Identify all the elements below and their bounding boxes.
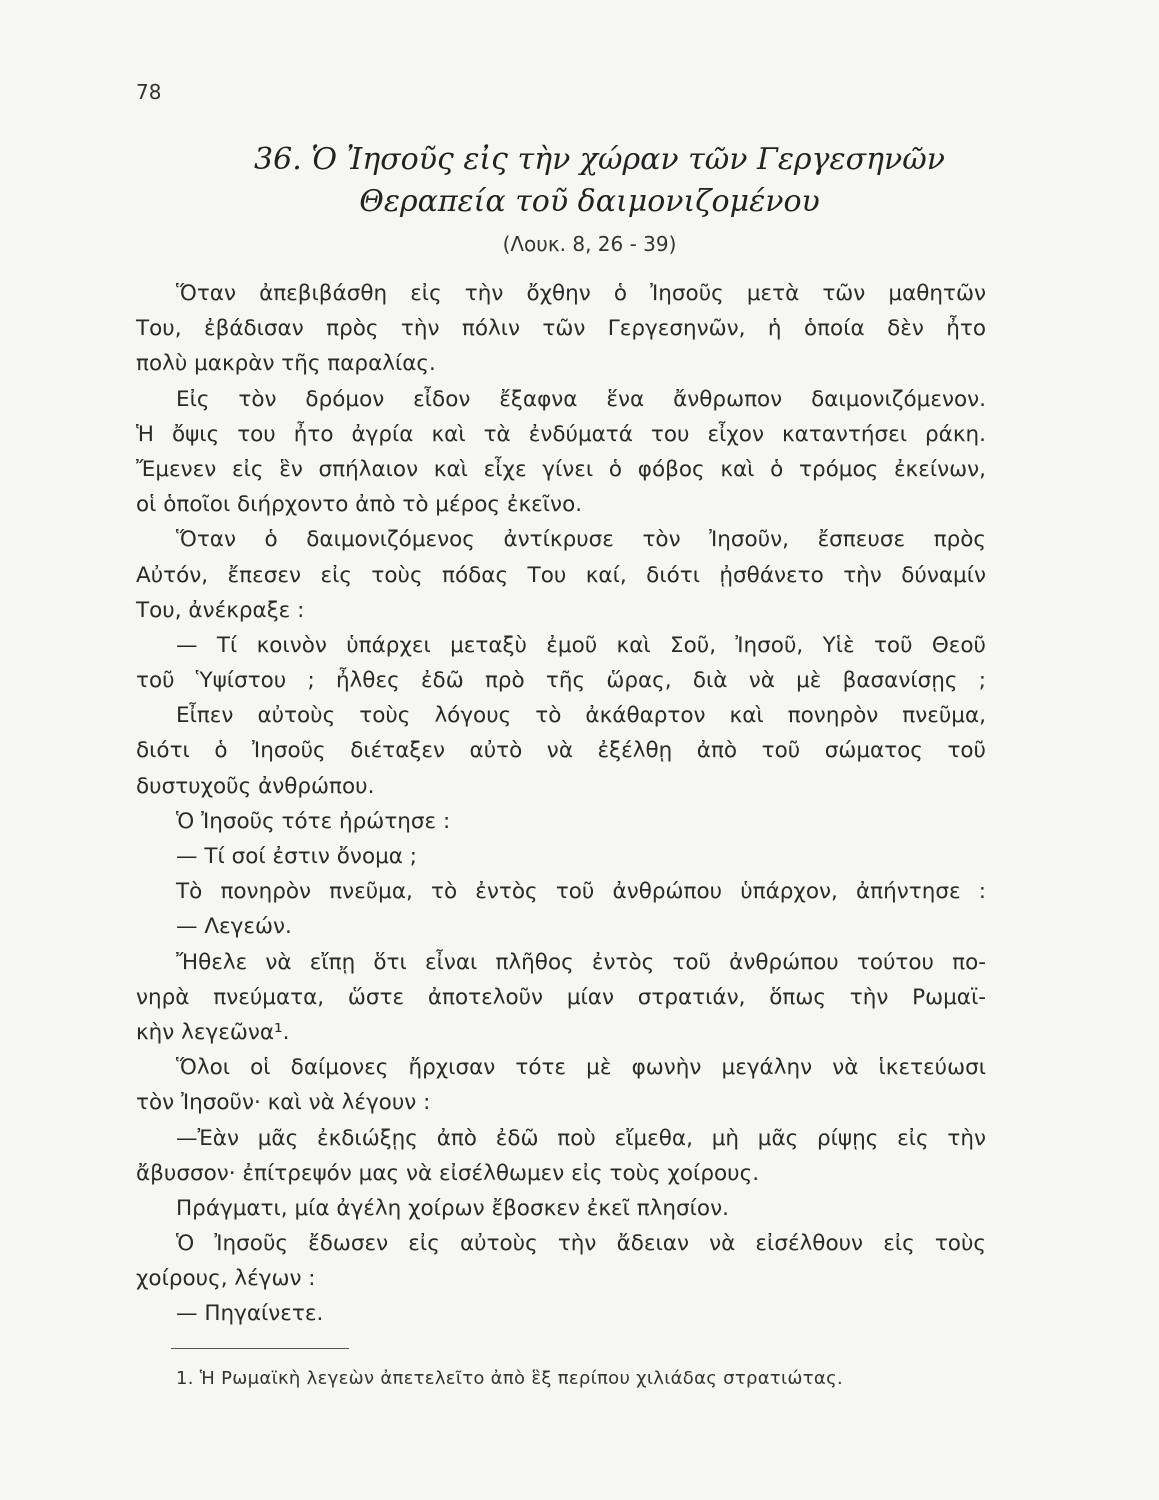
text-line: Αὐτόν, ἔπεσεν εἰς τοὺς πόδας Του καί, διότι ᾐσθάνετο τὴν δύναμίν: [136, 562, 986, 588]
text-line: — Λεγεών.: [176, 914, 292, 940]
text-line: Ὅταν ὁ δαιμονιζόμενος ἀντίκρυσε τὸν Ἰησοῦν, ἔσπευσε πρὸς: [176, 527, 986, 553]
text-line: Πράγματι, μία ἀγέλη χοίρων ἔβοσκεν ἐκεῖ πλησίον.: [176, 1195, 729, 1221]
text-line: Ὅλοι οἱ δαίμονες ἤρχισαν τότε μὲ φωνὴν μεγάλην νὰ ἱκετεύωσι: [176, 1055, 986, 1081]
text-line: ἄβυσσον· ἐπίτρεψόν μας νὰ εἰσέλθωμεν εἰς τοὺς χοίρους.: [136, 1160, 760, 1186]
text-line: τοῦ Ὑψίστου ; ἦλθες ἐδῶ πρὸ τῆς ὥρας, διὰ νὰ μὲ βασανίσῃς ;: [136, 668, 986, 694]
footnote-divider: [171, 1348, 349, 1349]
text-line: διότι ὁ Ἰησοῦς διέταξεν αὐτὸ νὰ ἐξέλθῃ ἀπὸ τοῦ σώματος τοῦ: [136, 738, 986, 764]
text-line: — Τί σοί ἐστιν ὄνομα ;: [176, 844, 418, 869]
text-line: νηρὰ πνεύματα, ὥστε ἀποτελοῦν μίαν στρατιάν, ὅπως τὴν Ρωμαϊ-: [136, 984, 986, 1010]
text-line: — Τί κοινὸν ὑπάρχει μεταξὺ ἐμοῦ καὶ Σοῦ, Ἰησοῦ, Υἱὲ τοῦ Θεοῦ: [176, 632, 986, 658]
body-text: [136, 276, 986, 1332]
text-line: Εἶπεν αὐτοὺς τοὺς λόγους τὸ ἀκάθαρτον καὶ πονηρὸν πνεῦμα,: [176, 703, 986, 729]
chapter-title: 36. Ὁ Ἰησοῦς εἰς τὴν χώραν τῶν Γεργεσηνῶν: [254, 142, 945, 177]
text-line: — Πηγαίνετε.: [176, 1301, 324, 1327]
chapter-subtitle: Θεραπεία τοῦ δαιμονιζομένου: [359, 184, 820, 219]
text-line: —Ἐὰν μᾶς ἐκδιώξῃς ἀπὸ ἐδῶ ποὺ εἴμεθα, μὴ μᾶς ρίψῃς εἰς τὴν: [176, 1125, 986, 1151]
text-line: Ἤθελε νὰ εἴπῃ ὅτι εἶναι πλῆθος ἐντὸς τοῦ ἀνθρώπου τούτου πο-: [176, 949, 986, 975]
text-line: Ὁ Ἰησοῦς τότε ἠρώτησε :: [176, 808, 451, 834]
text-line: Του, ἀνέκραξε :: [136, 597, 305, 623]
text-line: Ὁ Ἰησοῦς ἔδωσεν εἰς αὐτοὺς τὴν ἄδειαν νὰ εἰσέλθουν εἰς τοὺς: [176, 1231, 986, 1257]
text-line: Ὅταν ἀπεβιβάσθη εἰς τὴν ὄχθην ὁ Ἰησοῦς μετὰ τῶν μαθητῶν: [176, 281, 986, 306]
text-line: Τὸ πονηρὸν πνεῦμα, τὸ ἐντὸς τοῦ ἀνθρώπου ὑπάρχον, ἀπήντησε :: [176, 879, 986, 905]
footnote: 1. Ἡ Ρωμαϊκὴ λεγεὼν ἀπετελεῖτο ἀπὸ ἓξ περίπου χιλιάδας στρατιώτας.: [176, 1368, 843, 1389]
text-line: κὴν λεγεῶνα¹.: [136, 1019, 290, 1045]
text-line: πολὺ μακρὰν τῆς παραλίας.: [136, 351, 436, 377]
text-line: δυστυχοῦς ἀνθρώπου.: [136, 773, 375, 799]
text-line: Του, ἐβάδισαν πρὸς τὴν πόλιν τῶν Γεργεσηνῶν, ἡ ὁποία δὲν ἦτο: [136, 316, 986, 342]
scripture-reference: (Λουκ. 8, 26 - 39): [502, 232, 677, 256]
page-number: 78: [136, 80, 162, 104]
text-line: Εἰς τὸν δρόμον εἶδον ἔξαφνα ἕνα ἄνθρωπον δαιμονιζόμενον.: [176, 386, 986, 412]
text-line: Ἔμενεν εἰς ἓν σπήλαιον καὶ εἶχε γίνει ὁ φόβος καὶ ὁ τρόμος ἐκείνων,: [136, 456, 986, 482]
text-line: χοίρους, λέγων :: [136, 1266, 316, 1292]
text-line: Ἡ ὄψις του ἦτο ἀγρία καὶ τὰ ἐνδύματά του εἶχον καταντήσει ράκη.: [136, 421, 986, 447]
text-line: τὸν Ἰησοῦν· καὶ νὰ λέγουν :: [136, 1090, 431, 1116]
text-line: οἱ ὁποῖοι διήρχοντο ἀπὸ τὸ μέρος ἐκεῖνο.: [136, 492, 583, 518]
